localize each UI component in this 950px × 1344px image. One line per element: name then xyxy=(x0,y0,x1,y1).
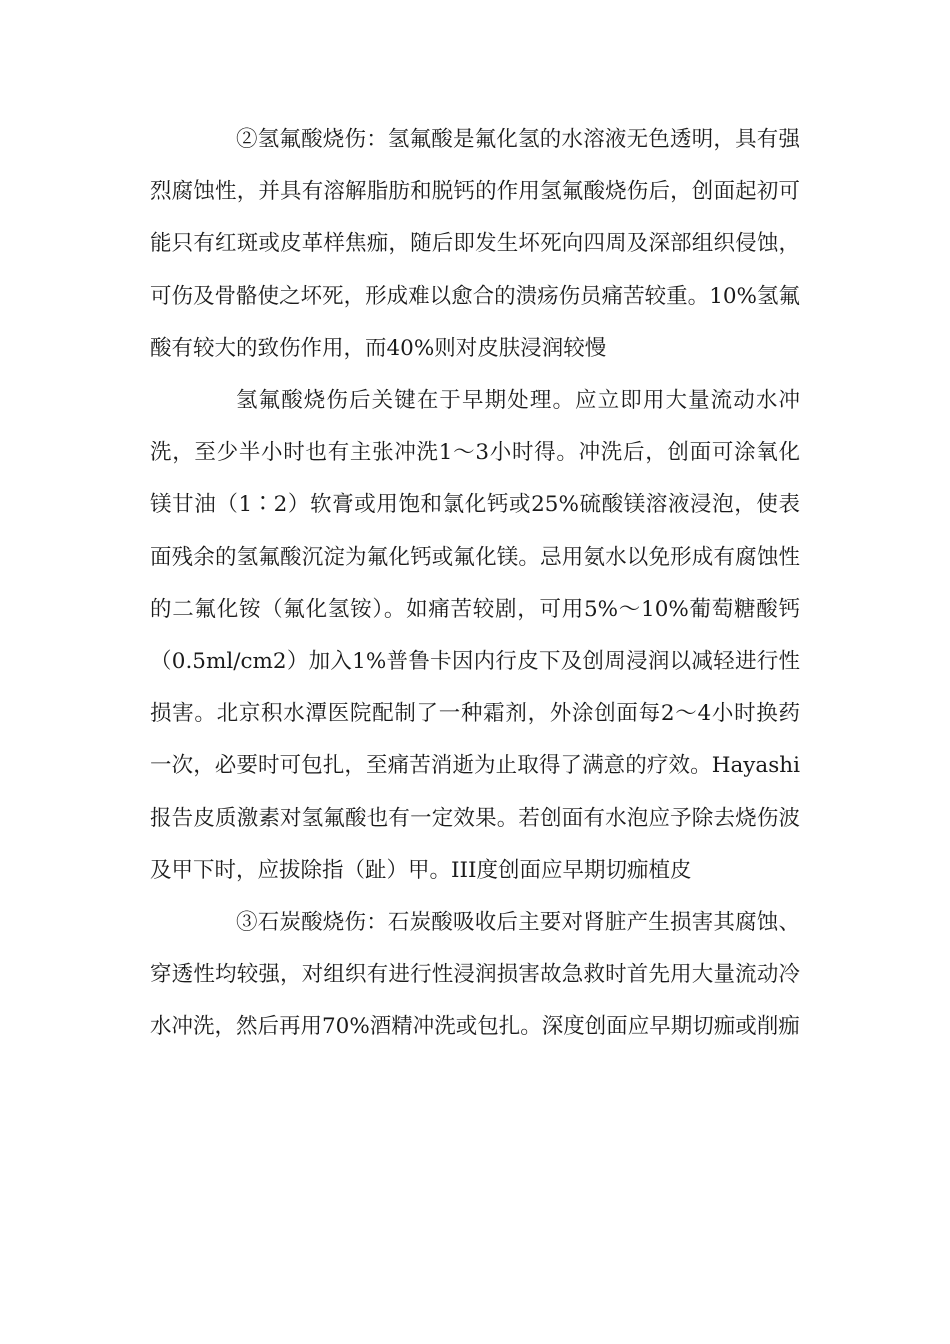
paragraph-hydrofluoric-acid-treatment: 氢氟酸烧伤后关键在于早期处理。应立即用大量流动水冲洗，至少半小时也有主张冲洗1～3小时得。冲洗后，创面可涂氧化镁甘油（1∶2）软膏或用饱和氯化钙或25%硫酸镁溶液浸泡，使表面残余的氢氟酸沉淀为氟化钙或氟化镁。忌用氨水以免形成有腐蚀性的二氟化铵（氟化氢铵）。如痛苦较剧，可用5%～10%葡萄糖酸钙（0.5ml/cm2）加入1%普鲁卡因内行皮下及创周浸润以减轻进行性损害。北京积水潭医院配制了一种霜剂，外涂创面每2～4小时换药一次，必要时可包扎，至痛苦消逝为止取得了满意的疗效。Hayashi报告皮质激素对氢氟酸也有一定效果。若创面有水泡应予除去烧伤波及甲下时，应拔除指（趾）甲。III度创面应早期切痂植皮 xyxy=(150,388,800,883)
paragraph-phenol-burn: ③石炭酸烧伤：石炭酸吸收后主要对肾脏产生损害其腐蚀、穿透性均较强，对组织有进行性浸润损害故急救时首先用大量流动冷水冲洗，然后再用70%酒精冲洗或包扎。深度创面应早期切痂或削痂 xyxy=(150,910,800,1040)
paragraph-hydrofluoric-acid-burn: ②氢氟酸烧伤：氢氟酸是氟化氢的水溶液无色透明，具有强烈腐蚀性，并具有溶解脂肪和脱钙的作用氢氟酸烧伤后，创面起初可能只有红斑或皮革样焦痂，随后即发生坏死向四周及深部组织侵蚀，可伤及骨骼使之坏死，形成难以愈合的溃疡伤员痛苦较重。10%氢氟酸有较大的致伤作用，而40%则对皮肤浸润较慢 xyxy=(150,127,800,361)
document-body xyxy=(150,114,800,1054)
